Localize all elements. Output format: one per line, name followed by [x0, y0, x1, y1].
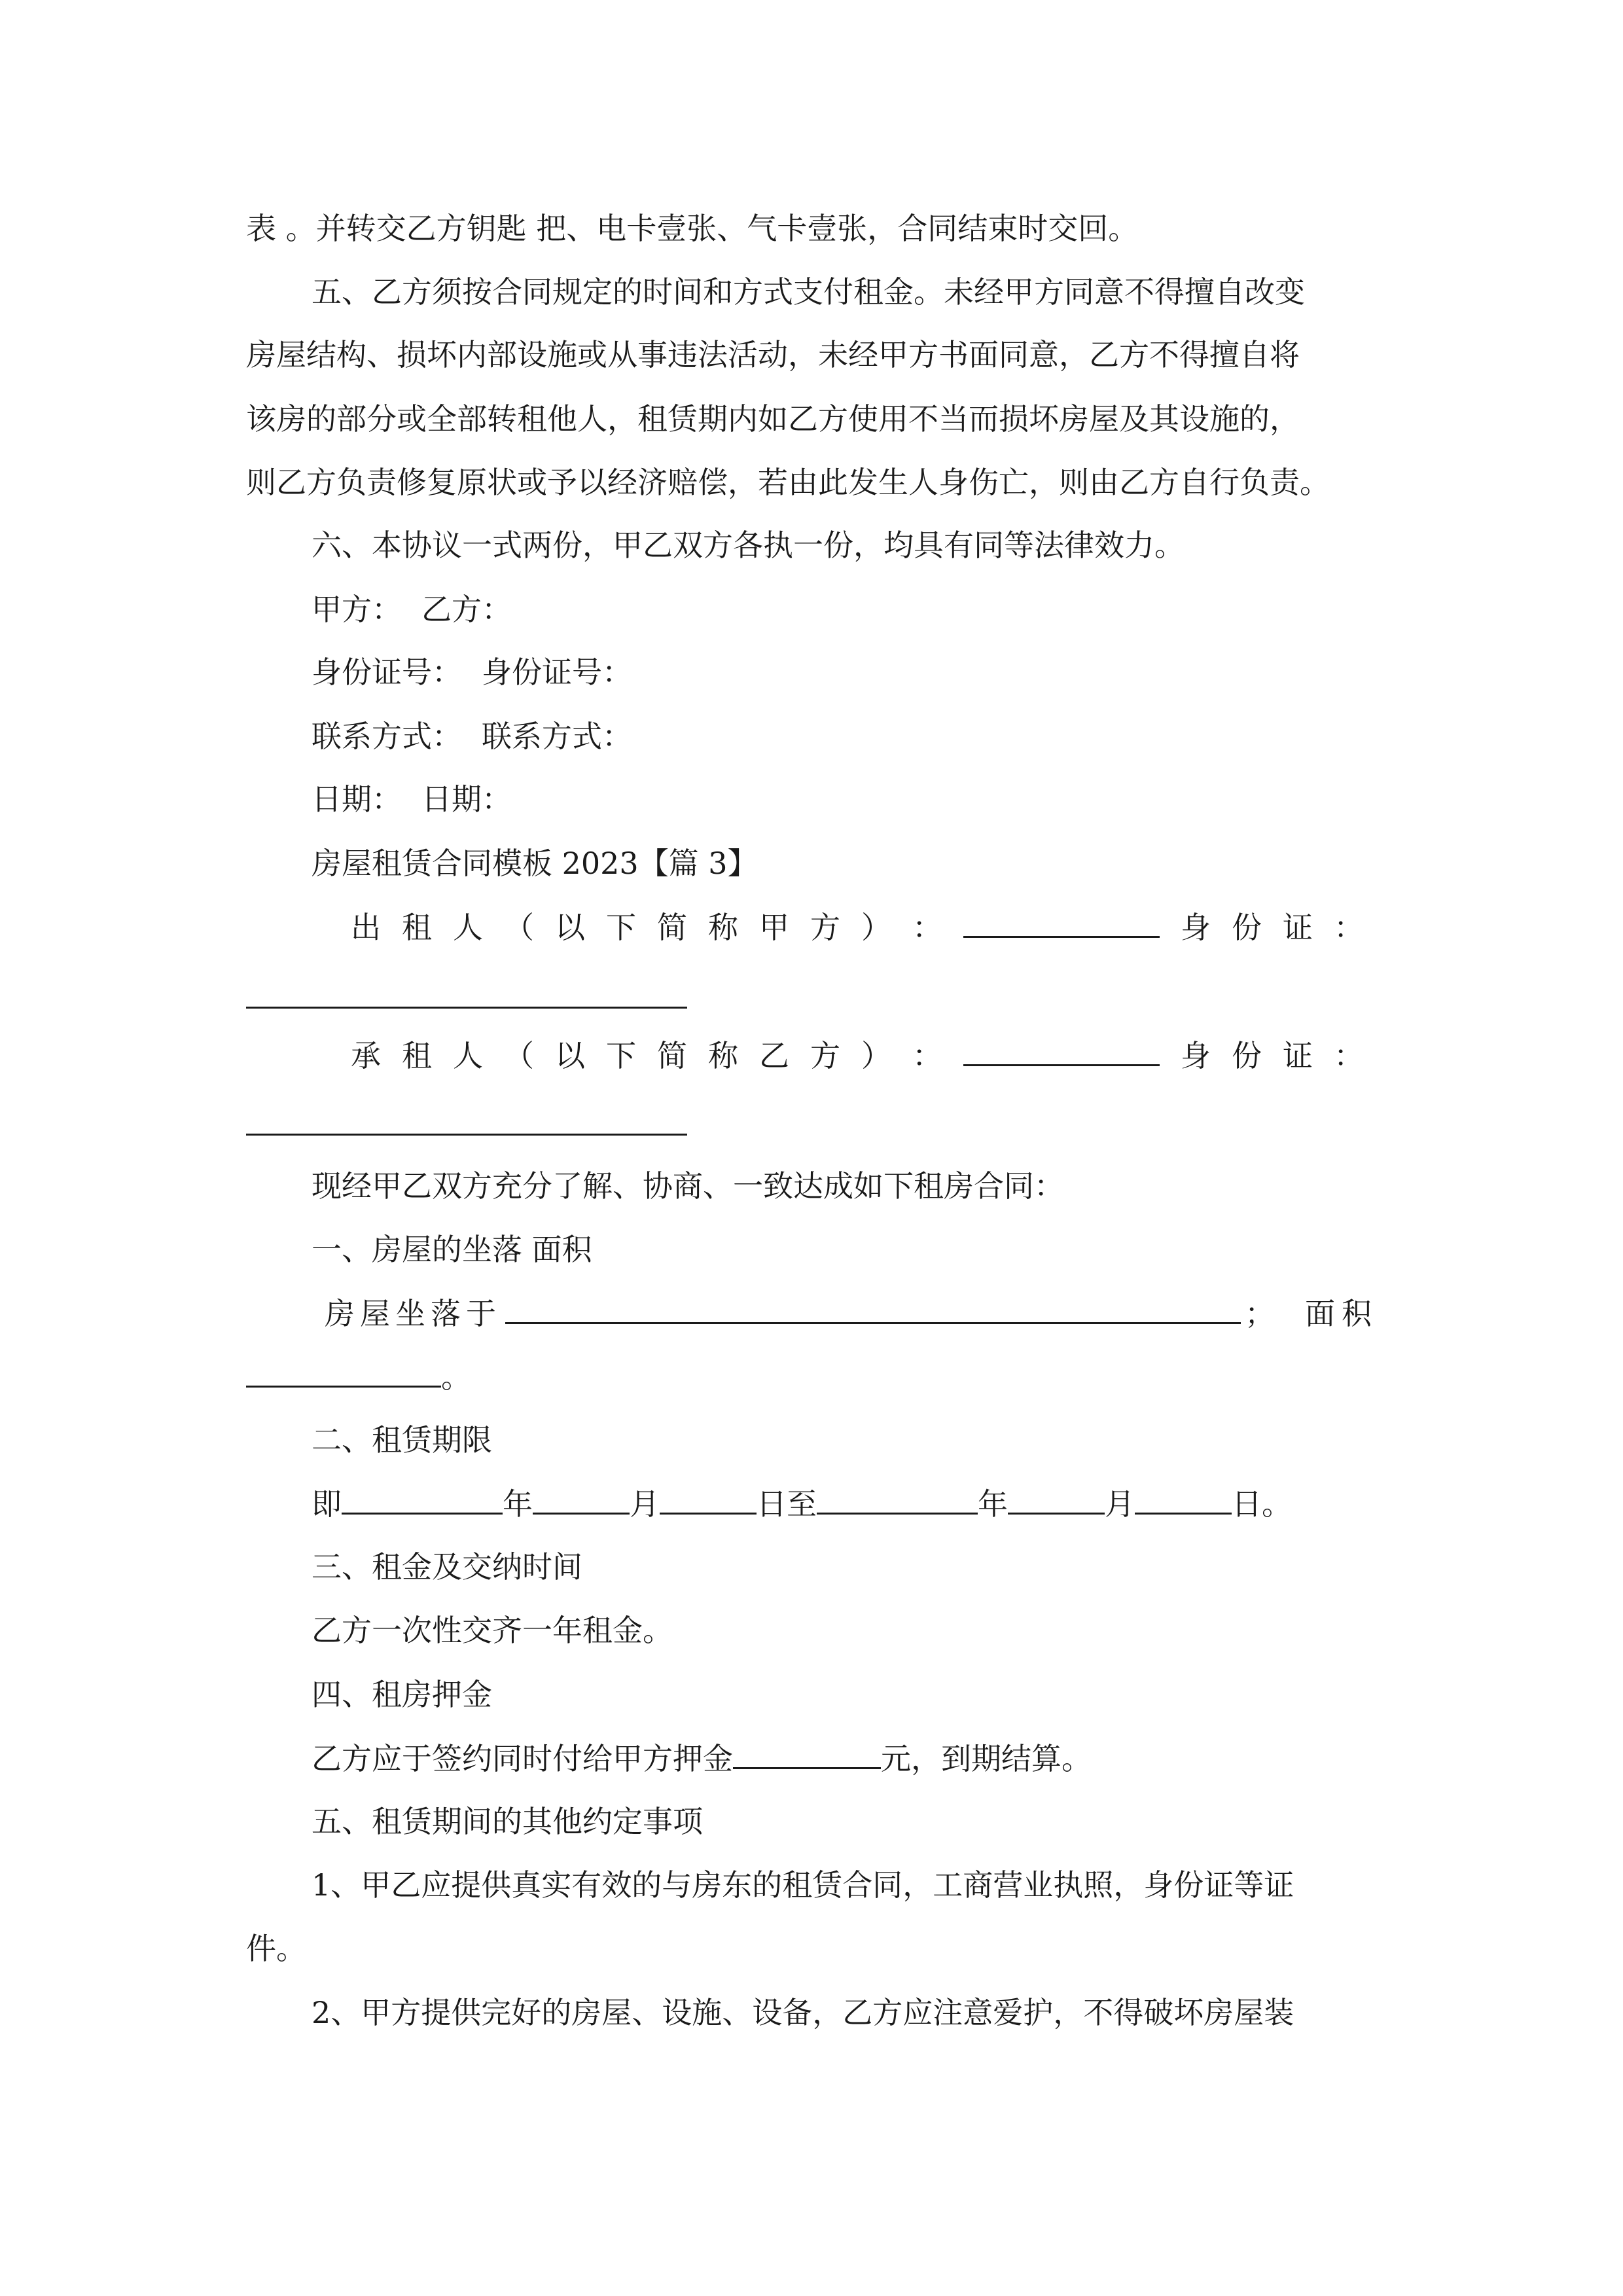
lessor-char: 甲 [759, 910, 789, 945]
lessee-char: （ [504, 1038, 534, 1073]
lessor-char: ） [861, 910, 891, 945]
signature-party-row [312, 590, 1444, 629]
lessor-name-blank[interactable] [963, 907, 1160, 938]
location-label: 房屋坐落于 [325, 1296, 501, 1331]
party-a-label: 甲方： [312, 592, 402, 627]
deposit-row [312, 1738, 1444, 1778]
term-day-end: 日。 [1232, 1486, 1292, 1522]
location-blank[interactable] [505, 1293, 1241, 1324]
lessee-id-char: 身 [1181, 1038, 1211, 1073]
area-blank[interactable] [246, 1357, 441, 1388]
lessor-id-char: ： [1334, 910, 1364, 945]
date-b-label: 日期： [421, 781, 512, 817]
end-day-blank[interactable] [1135, 1484, 1232, 1515]
lessor-char: 方 [810, 910, 840, 945]
clause-5-line-3: 该房的部分或全部转租他人，租赁期内如乙方使用不当而损坏房屋及其设施的， [246, 401, 1300, 437]
lessor-char: 出 [351, 910, 381, 945]
lessor-char: （ [504, 910, 534, 945]
term-year-1: 年 [503, 1486, 533, 1522]
heading-other-terms: 五、租赁期间的其他约定事项 [312, 1804, 703, 1839]
start-day-blank[interactable] [660, 1484, 757, 1515]
date-a-label: 日期： [312, 781, 402, 817]
id-a-label: 身份证号： [312, 655, 462, 690]
lessor-char: 简 [657, 910, 687, 945]
lessee-char: 下 [606, 1038, 636, 1073]
contact-b-label: 联系方式： [482, 719, 632, 754]
heading-rent: 三、租金及交纳时间 [312, 1549, 582, 1585]
lessor-char: 人 [453, 910, 483, 945]
term-day-to: 日至 [757, 1486, 817, 1522]
term-row [312, 1484, 1444, 1524]
start-year-blank[interactable] [342, 1484, 503, 1515]
clause-5-line-2: 房屋结构、损坏内部设施或从事违法活动，未经甲方书面同意，乙方不得擅自将 [246, 337, 1300, 372]
lessor-id-char: 份 [1232, 910, 1262, 945]
lessee-row [351, 1035, 1364, 1075]
term-1-line-2: 件。 [246, 1931, 306, 1966]
lessor-id-blank[interactable] [246, 1007, 687, 1009]
signature-date-row [312, 780, 1444, 819]
line-keys-handover: 表 。并转交乙方钥匙 把、电卡壹张、气卡壹张，合同结束时交回。 [246, 211, 1139, 246]
contact-a-label: 联系方式： [312, 719, 462, 754]
deposit-prefix: 乙方应于签约同时付给甲方押金 [312, 1741, 733, 1776]
end-month-blank[interactable] [1008, 1484, 1105, 1515]
lessor-char: 下 [606, 910, 636, 945]
term-month-1: 月 [630, 1486, 660, 1522]
signature-contact-row [312, 717, 1444, 756]
heading-term: 二、租赁期限 [312, 1422, 492, 1458]
lessor-id-char: 证 [1283, 910, 1313, 945]
lessor-row [351, 907, 1364, 947]
lessee-char: ： [912, 1038, 942, 1073]
lessee-name-blank[interactable] [963, 1035, 1160, 1066]
section-title-3: 房屋租赁合同模板 2023【篇 3】 [312, 846, 758, 881]
lessee-char: 方 [810, 1038, 840, 1073]
signature-id-row [312, 653, 1444, 692]
term-prefix: 即 [312, 1486, 342, 1522]
lessee-char: 称 [708, 1038, 738, 1073]
lessee-char: 承 [351, 1038, 381, 1073]
lessee-id-blank[interactable] [246, 1134, 687, 1136]
area-row [246, 1357, 1378, 1397]
lessor-char: 以 [555, 910, 585, 945]
end-year-blank[interactable] [817, 1484, 978, 1515]
deposit-suffix: 元，到期结算。 [881, 1741, 1092, 1776]
term-year-2: 年 [978, 1486, 1008, 1522]
rent-body: 乙方一次性交齐一年租金。 [312, 1613, 673, 1648]
lessor-char: ： [912, 910, 942, 945]
party-b-label: 乙方： [421, 592, 512, 627]
lessee-char: 人 [453, 1038, 483, 1073]
lessor-char: 租 [402, 910, 432, 945]
location-separator: ； [1245, 1296, 1275, 1331]
lessee-char: 租 [402, 1038, 432, 1073]
lessee-char: 乙 [759, 1038, 789, 1073]
location-row [325, 1293, 1378, 1333]
term-month-2: 月 [1105, 1486, 1135, 1522]
term-2-line-1: 2、甲方提供完好的房屋、设施、设备，乙方应注意爱护，不得破坏房屋装 [312, 1995, 1294, 2030]
clause-5-line-1: 五、乙方须按合同规定的时间和方式支付租金。未经甲方同意不得擅自改变 [312, 274, 1305, 310]
clause-6: 六、本协议一式两份，甲乙双方各执一份，均具有同等法律效力。 [312, 528, 1185, 563]
start-month-blank[interactable] [533, 1484, 630, 1515]
term-1-line-1: 1、甲乙应提供真实有效的与房东的租赁合同，工商营业执照，身份证等证 [312, 1867, 1294, 1903]
lessee-id-char: 证 [1283, 1038, 1313, 1073]
lessor-char: 称 [708, 910, 738, 945]
lessee-char: ） [861, 1038, 891, 1073]
deposit-amount-blank[interactable] [733, 1738, 881, 1769]
lessee-id-char: 份 [1232, 1038, 1262, 1073]
lessee-id-char: ： [1334, 1038, 1364, 1073]
heading-location-area: 一、房屋的坐落 面积 [312, 1232, 592, 1267]
area-label: 面积 [1305, 1296, 1378, 1331]
heading-deposit: 四、租房押金 [312, 1677, 492, 1712]
area-end: 。 [441, 1359, 471, 1395]
id-b-label: 身份证号： [482, 655, 632, 690]
intro-line: 现经甲乙双方充分了解、协商、一致达成如下租房合同： [312, 1168, 1064, 1204]
lessee-char: 简 [657, 1038, 687, 1073]
lessee-char: 以 [555, 1038, 585, 1073]
lessor-id-char: 身 [1181, 910, 1211, 945]
clause-5-line-4: 则乙方负责修复原状或予以经济赔偿，若由此发生人身伤亡，则由乙方自行负责。 [246, 465, 1330, 500]
